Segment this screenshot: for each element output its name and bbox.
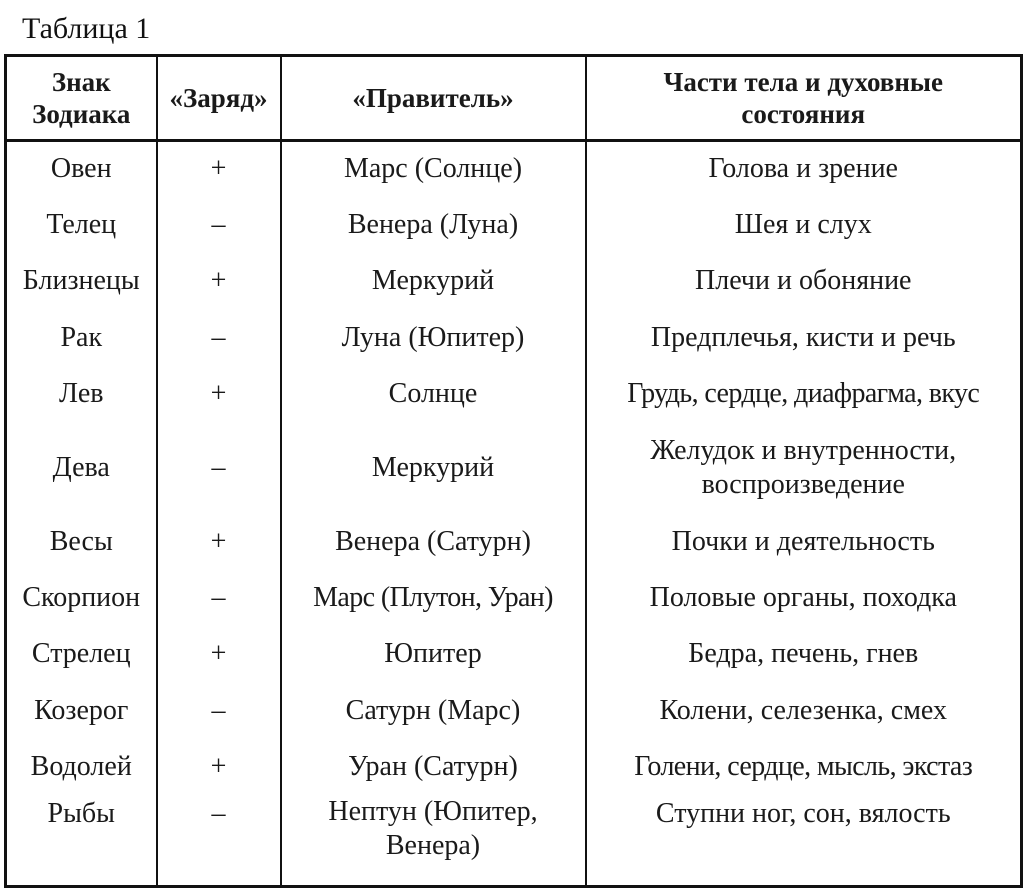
body-parts-cell: Плечи и обоняние xyxy=(586,253,1022,309)
table-row xyxy=(6,422,1022,513)
table-caption: Таблица 1 xyxy=(22,12,151,45)
charge-cell: + xyxy=(157,626,281,682)
body-parts-cell: Грудь, сердце, диафрагма, вкус xyxy=(586,366,1022,422)
sign-cell: Весы xyxy=(6,513,157,569)
sign-cell: Овен xyxy=(6,141,157,197)
ruler-cell: Венера (Луна) xyxy=(281,197,586,253)
ruler-cell: Уран (Сатурн) xyxy=(281,739,586,795)
table-row xyxy=(6,513,1022,569)
table-row xyxy=(6,795,1022,886)
ruler-cell: Меркурий xyxy=(281,253,586,309)
ruler-cell: Меркурий xyxy=(281,422,586,513)
body-parts-cell: Колени, селезенка, смех xyxy=(586,683,1022,739)
body-parts-cell: Почки и деятельность xyxy=(586,513,1022,569)
table-row xyxy=(6,310,1022,366)
table-row xyxy=(6,366,1022,422)
table-row xyxy=(6,683,1022,739)
ruler-cell: Юпитер xyxy=(281,626,586,682)
sign-cell: Рак xyxy=(6,310,157,366)
ruler-cell: Марс (Плутон, Уран) xyxy=(281,570,586,626)
ruler-cell: Сатурн (Марс) xyxy=(281,683,586,739)
charge-cell: – xyxy=(157,197,281,253)
charge-cell: + xyxy=(157,141,281,197)
sign-cell: Дева xyxy=(6,422,157,513)
body-parts-cell: Половые органы, походка xyxy=(586,570,1022,626)
charge-cell: – xyxy=(157,795,281,886)
charge-cell: + xyxy=(157,366,281,422)
sign-cell: Близнецы xyxy=(6,253,157,309)
body-parts-cell: Бедра, печень, гнев xyxy=(586,626,1022,682)
body-parts-cell: Желудок и внутренности, воспроизведение xyxy=(586,422,1022,513)
ruler-cell: Луна (Юпитер) xyxy=(281,310,586,366)
table-row xyxy=(6,141,1022,197)
table-row xyxy=(6,570,1022,626)
header-row xyxy=(6,56,1022,141)
charge-cell: – xyxy=(157,570,281,626)
sign-cell: Рыбы xyxy=(6,795,157,886)
ruler-cell: Солнце xyxy=(281,366,586,422)
table-row xyxy=(6,197,1022,253)
charge-cell: – xyxy=(157,683,281,739)
body-parts-cell: Шея и слух xyxy=(586,197,1022,253)
body-parts-cell: Голени, сердце, мысль, экстаз xyxy=(586,739,1022,795)
table-row xyxy=(6,626,1022,682)
sign-cell: Лев xyxy=(6,366,157,422)
ruler-cell: Марс (Солнце) xyxy=(281,141,586,197)
header-ruler: «Правитель» xyxy=(281,56,586,141)
sign-cell: Козерог xyxy=(6,683,157,739)
body-parts-cell: Голова и зрение xyxy=(586,141,1022,197)
charge-cell: – xyxy=(157,422,281,513)
body-parts-cell: Ступни ног, сон, вялость xyxy=(586,795,1022,886)
header-body-parts: Части тела и духовные состояния xyxy=(586,56,1022,141)
sign-cell: Водолей xyxy=(6,739,157,795)
ruler-cell: Нептун (Юпитер, Венера) xyxy=(281,795,586,886)
header-sign: Знак Зодиака xyxy=(6,56,157,141)
ruler-cell: Венера (Сатурн) xyxy=(281,513,586,569)
table-row xyxy=(6,253,1022,309)
charge-cell: + xyxy=(157,253,281,309)
zodiac-table xyxy=(4,54,1023,888)
sign-cell: Стрелец xyxy=(6,626,157,682)
charge-cell: – xyxy=(157,310,281,366)
sign-cell: Скорпион xyxy=(6,570,157,626)
charge-cell: + xyxy=(157,513,281,569)
sign-cell: Телец xyxy=(6,197,157,253)
charge-cell: + xyxy=(157,739,281,795)
header-charge: «Заряд» xyxy=(157,56,281,141)
body-parts-cell: Предплечья, кисти и речь xyxy=(586,310,1022,366)
table-row xyxy=(6,739,1022,795)
